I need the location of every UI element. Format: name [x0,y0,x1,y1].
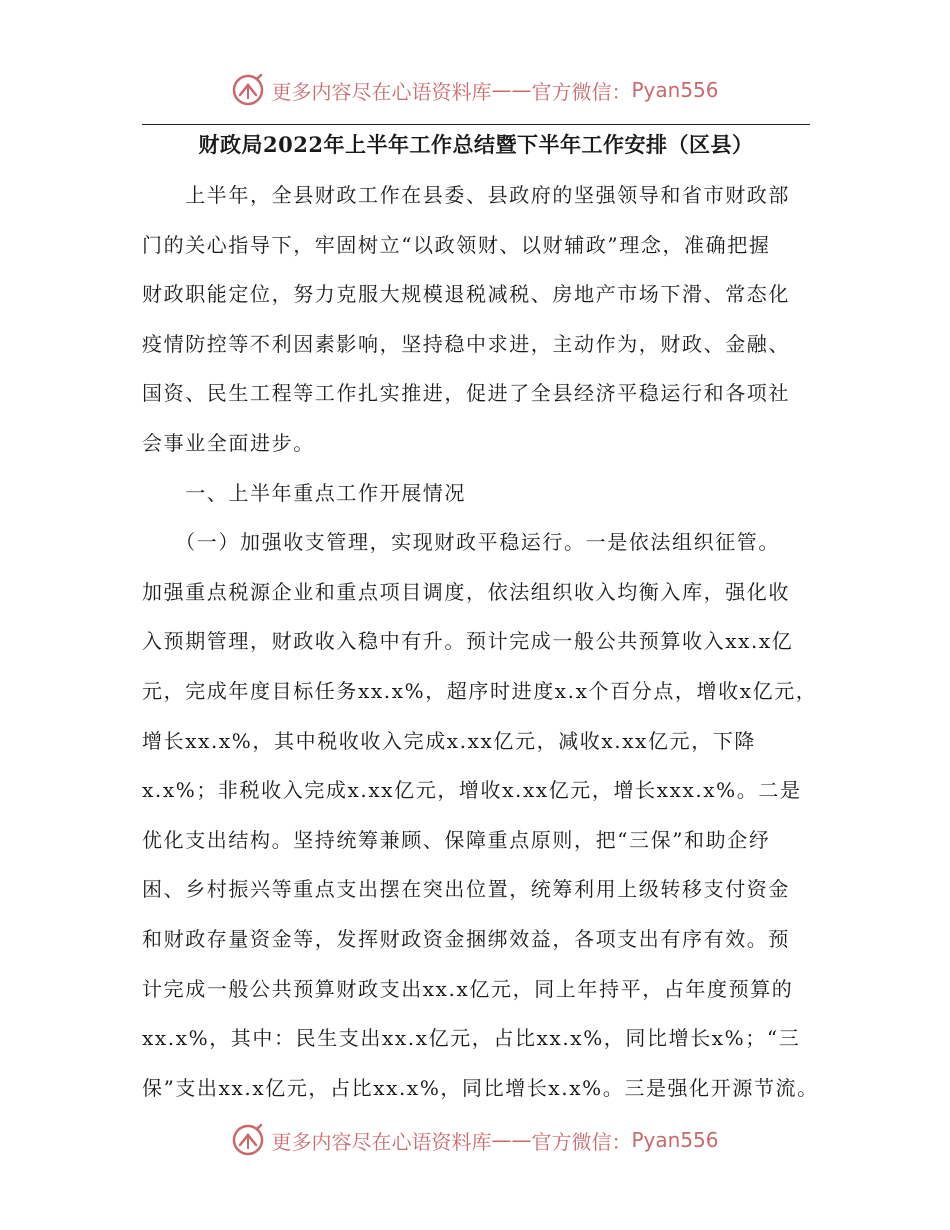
body-line: 疫情防控等不利因素影响，坚持稳中求进，主动作为，财政、金融、 [142,331,790,356]
banner-text: 更多内容尽在心语资料库 [271,79,492,104]
body-line: 优化支出结构。坚持统筹兼顾、保障重点原则，把“三保”和助企纾 [142,827,771,852]
banner-text: 更多内容尽在心语资料库 [271,1129,492,1154]
banner-suffix: 官方微信： [531,1129,632,1154]
banner-suffix: 官方微信： [531,79,632,104]
header-watermark-banner [0,70,950,110]
body-line: x.x%；非税收入完成x.xx亿元，增收x.xx亿元，增长xxx.x%。二是 [142,778,802,803]
body-line: （一）加强收支管理，实现财政平稳运行。一是依法组织征管。 [142,530,780,555]
book-logo-icon [231,1123,265,1157]
banner-account: Pyan556 [631,78,719,102]
body-line: 一、上半年重点工作开展情况 [142,480,466,505]
body-line: 保”支出xx.x亿元，占比xx.x%，同比增长x.x%。三是强化开源节流。 [142,1075,819,1100]
header-rule [142,124,810,125]
body-line: 国资、民生工程等工作扎实推进，促进了全县经济平稳运行和各项社 [142,381,790,406]
body-line: 困、乡村振兴等重点支出摆在突出位置，统筹利用上级转移支付资金 [142,877,790,902]
document-title: 财政局2022年上半年工作总结暨下半年工作安排（区县） [198,132,754,157]
body-line: xx.x%，其中：民生支出xx.x亿元，占比xx.x%，同比增长x%；“三 [142,1026,801,1051]
body-line: 加强重点税源企业和重点项目调度，依法组织收入均衡入库，强化收 [142,579,790,604]
banner-account: Pyan556 [631,1128,719,1152]
body-line: 门的关心指导下，牢固树立“以政领财、以财辅政”理念，准确把握 [142,232,771,257]
banner-dash: —— [491,78,532,102]
body-line: 和财政存量资金等，发挥财政资金捆绑效益，各项支出有序有效。预 [142,927,790,951]
footer-watermark-banner [0,1120,950,1160]
body-line: 上半年，全县财政工作在县委、县政府的坚强领导和省市财政部 [142,183,790,207]
body-line: 元，完成年度目标任务xx.x%，超序时进度x.x个百分点，增收x亿元， [142,679,818,703]
book-logo-icon [231,73,265,107]
body-line: 增长xx.x%，其中税收收入完成x.xx亿元，减收x.xx亿元，下降 [142,728,756,753]
body-line: 计完成一般公共预算财政支出xx.x亿元，同上年持平，占年度预算的 [142,976,794,1001]
banner-dash: —— [491,1128,532,1152]
body-line: 入预期管理，财政收入稳中有升。预计完成一般公共预算收入xx.x亿 [142,629,794,654]
body-line: 会事业全面进步。 [142,431,315,455]
body-line: 财政职能定位，努力克服大规模退税减税、房地产市场下滑、常态化 [142,282,790,307]
